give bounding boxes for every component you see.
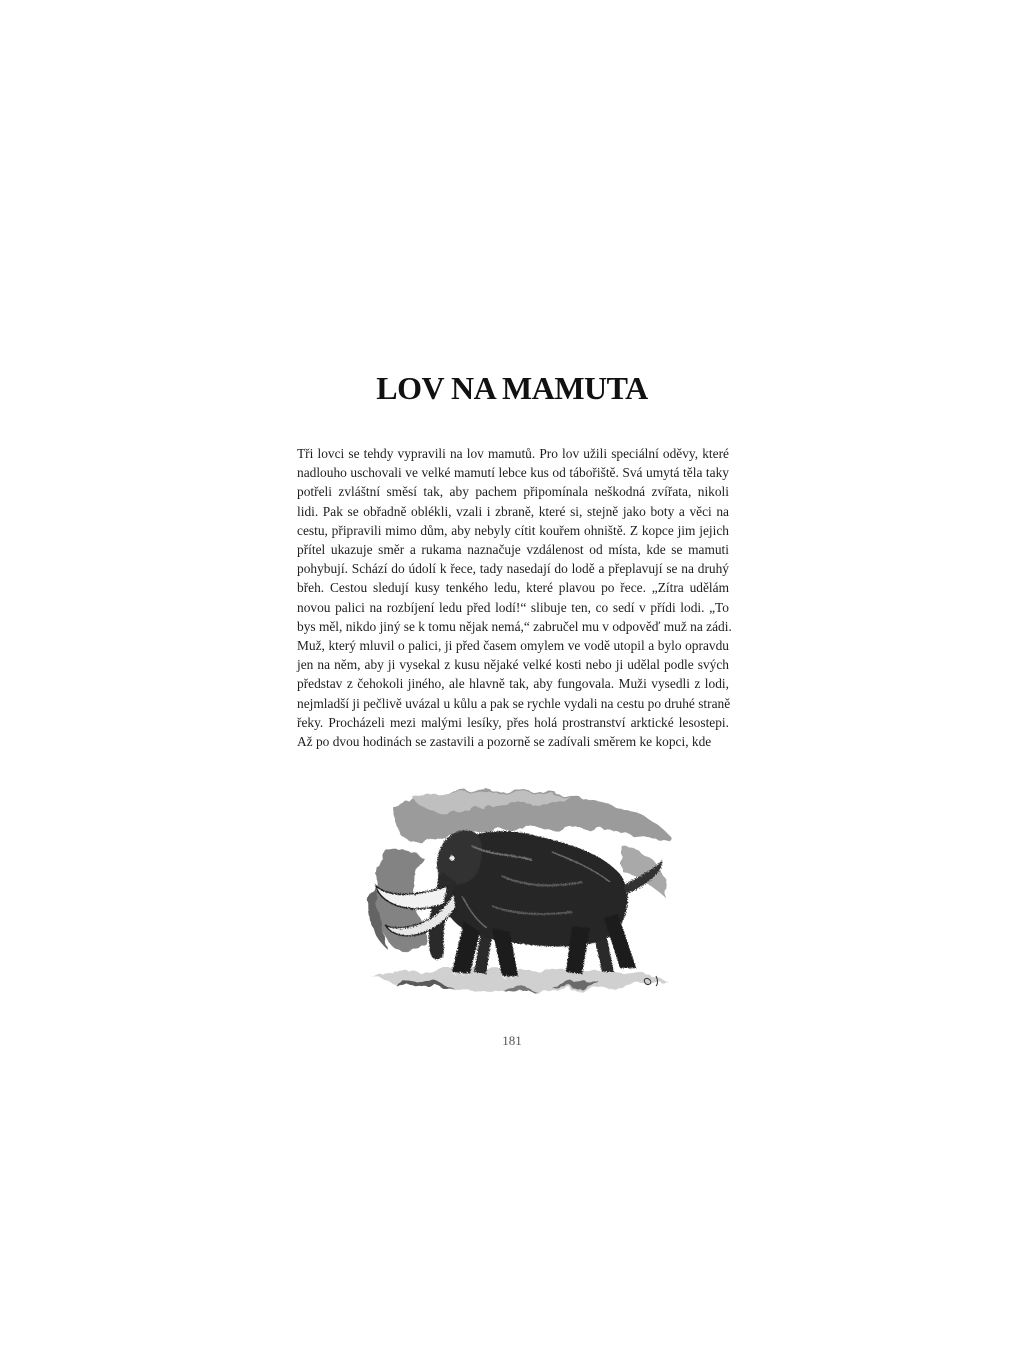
mammoth-illustration [352,776,682,1008]
text-line: představ z čehokoli jiného, ale hlavně tak, aby fungovala. Muži vysedli z lodi, [297,676,729,692]
text-line: břeh. Cestou sledují kusy tenkého ledu, které plavou po řece. „Zítra udělám [297,580,729,596]
text-line: nejmladší ji pečlivě uvázal u kůlu a pak se rychle vydali na cestu po druhé straně [297,695,731,711]
mammoth-figure [376,830,662,979]
text-line: Muž, který mluvil o palici, ji před časem omylem ve vodě utopil a bylo opravdu [297,638,729,654]
text-line: pohybují. Schází do údolí k řece, tady nasedají do lodě a přeplavují se na druhý [297,561,729,577]
text-line: lidi. Pak se obřadně oblékli, vzali i zbraně, které si, stejně jako boty a věci na [297,503,729,519]
text-line: potřeli zvláštní směsí tak, aby pachem připomínala neškodná zvířata, nikoli [297,484,729,500]
chapter-title: LOV NA MAMUTA [376,370,648,406]
text-line: bys měl, nikdo jiný se k tomu nějak nemá,“ zabručel mu v odpověď muž na zádi. [297,618,732,634]
text-line: Tři lovci se tehdy vypravili na lov mamutů. Pro lov užili speciální oděvy, které [297,446,729,461]
ground-wash [372,970,668,993]
text-line: novou palici na rozbíjení ledu před lodí!“ slibuje ten, co sedí v přídi lodi. „To [297,599,729,615]
text-line: cestu, připravili mimo dům, aby nebyly cítit kouřem ohniště. Z kopce jim jejich [297,522,729,538]
text-line: Až po dvou hodinách se zastavili a pozorně se zadívali směrem ke kopci, kde [297,734,712,750]
text-line: jen na něm, aby ji vysekal z kusu nějaké velké kosti nebo ji udělal podle svých [297,657,729,673]
text-line: nadlouho uschovali ve velké mamutí lebce kus od tábořiště. Svá umytá těla taky [297,465,729,481]
page-number: 181 [502,1033,522,1048]
body-paragraph [297,444,732,751]
text-line: řeky. Procházeli mezi malými lesíky, přes holá prostranství arktické lesostepi. [297,714,729,730]
text-line: přítel ukazuje směr a rukama naznačuje vzdálenost od místa, kde se mamuti [297,542,729,558]
